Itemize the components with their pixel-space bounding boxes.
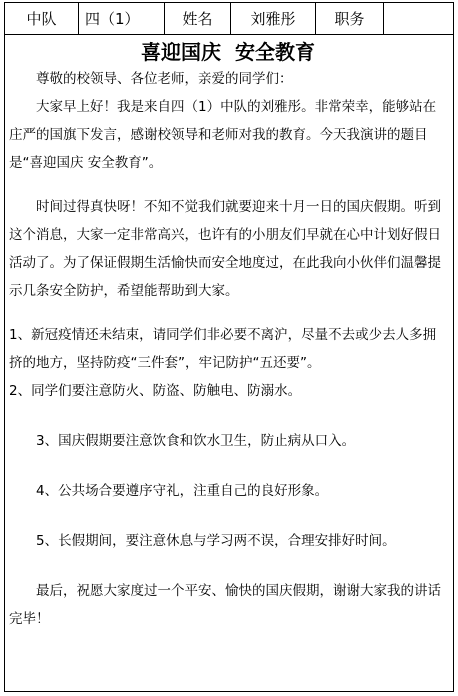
class-value: 四（1） <box>79 3 165 34</box>
list-item-3: 3、国庆假期要注意饮食和饮水卫生，防止病从口入。 <box>36 433 356 449</box>
list-item-2: 2、同学们要注意防火、防盗、防触电、防溺水。 <box>9 383 302 399</box>
intro-paragraph: 大家早上好！我是来自四（1）中队的刘雅彤。非常荣幸，能够站在庄严的国旗下发言，感谢校领导和老师对我的教育。今天我演讲的题目是“喜迎国庆 安全教育”。 <box>9 99 437 171</box>
closing-paragraph: 最后，祝愿大家度过一个平安、愉快的国庆假期，谢谢大家我的讲话完毕！ <box>9 583 441 627</box>
greeting: 尊敬的校领导、各位老师，亲爱的同学们： <box>36 71 293 87</box>
speech-title: 喜迎国庆 安全教育 <box>141 40 315 64</box>
info-header-row <box>5 3 453 35</box>
speech-content <box>5 39 453 633</box>
class-label: 中队 <box>5 3 79 34</box>
body-paragraph: 时间过得真快呀！不知不觉我们就要迎来十月一日的国庆假期。听到这个消息，大家一定非常高兴，也许有的小朋友们早就在心中计划好假日活动了。为了保证假期生活愉快而安全地度过，在此我向小伙伴们温馨提示几条安全防护，希望能帮助到大家。 <box>9 199 441 299</box>
name-value: 刘雅彤 <box>231 3 316 34</box>
list-item-5: 5、长假期间，要注意休息与学习两不误，合理安排好时间。 <box>36 533 396 549</box>
speech-sheet <box>4 2 454 692</box>
position-label: 职务 <box>316 3 384 34</box>
position-value <box>384 3 453 34</box>
list-item-4: 4、公共场合要遵序守礼，注重自己的良好形象。 <box>36 483 329 499</box>
name-label: 姓名 <box>165 3 231 34</box>
list-item-1: 1、新冠疫情还未结束，请同学们非必要不离沪，尽量不去或少去人多拥挤的地方，坚持防疫“三件套”，牢记防护“五还要”。 <box>9 327 437 371</box>
